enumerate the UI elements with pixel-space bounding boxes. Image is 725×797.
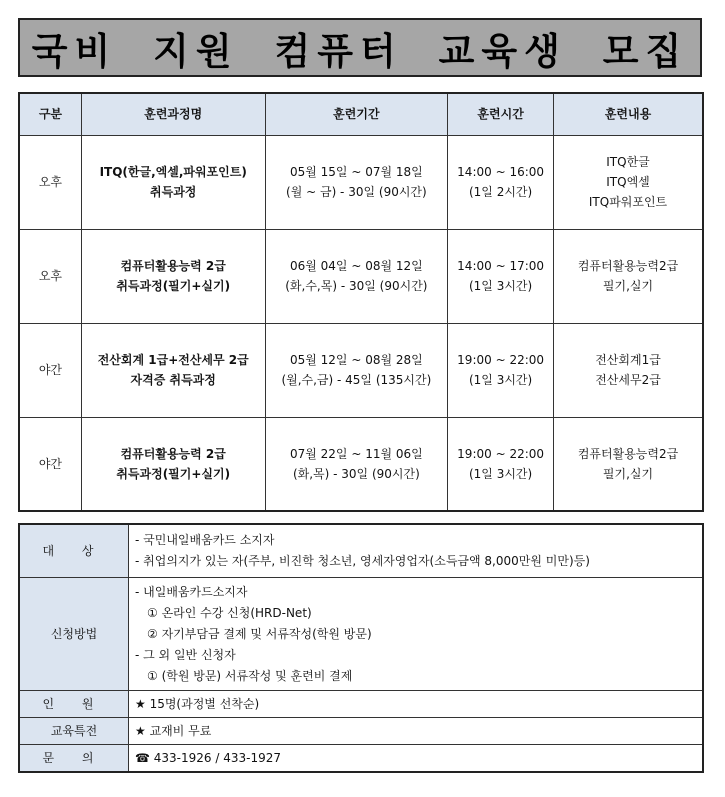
header-course: 훈련과정명 xyxy=(81,93,265,135)
info-row-capacity xyxy=(19,691,703,718)
cell-course: 컴퓨터활용능력 2급 취득과정(필기+실기) xyxy=(81,229,265,323)
cell-time: 19:00 ~ 22:00 (1일 3시간) xyxy=(448,323,554,417)
value-contact: ☎ 433-1926 / 433-1927 xyxy=(129,745,704,773)
cell-type: 야간 xyxy=(19,323,81,417)
header-time: 훈련시간 xyxy=(448,93,554,135)
page-title: 국비 지원 컴퓨터 교육생 모집 xyxy=(31,29,689,73)
info-row-apply xyxy=(19,578,703,691)
cell-time: 19:00 ~ 22:00 (1일 3시간) xyxy=(448,417,554,511)
value-apply: - 내일배움카드소지자 ① 온라인 수강 신청(HRD-Net) ② 자기부담금 결제 및 서류작성(학원 방문) - 그 외 일반 신청자 ① (학원 방문) 서류작성 및 훈련비 결제 xyxy=(129,578,704,691)
cell-content: 전산회계1급 전산세무2급 xyxy=(554,323,703,417)
cell-time: 14:00 ~ 16:00 (1일 2시간) xyxy=(448,135,554,229)
cell-period: 05월 12일 ~ 08월 28일 (월,수,금) - 45일 (135시간) xyxy=(265,323,448,417)
value-benefit: ★ 교재비 무료 xyxy=(129,718,704,745)
table-header-row xyxy=(19,93,703,135)
info-table xyxy=(18,523,704,773)
table-row xyxy=(19,323,703,417)
course-table xyxy=(18,92,704,512)
cell-period: 06월 04일 ~ 08월 12일 (화,수,목) - 30일 (90시간) xyxy=(265,229,448,323)
table-row xyxy=(19,417,703,511)
info-row-contact xyxy=(19,745,703,773)
cell-course: 컴퓨터활용능력 2급 취득과정(필기+실기) xyxy=(81,417,265,511)
cell-time: 14:00 ~ 17:00 (1일 3시간) xyxy=(448,229,554,323)
cell-course: 전산회계 1급+전산세무 2급 자격증 취득과정 xyxy=(81,323,265,417)
header-period: 훈련기간 xyxy=(265,93,448,135)
label-benefit: 교육특전 xyxy=(19,718,129,745)
table-row xyxy=(19,135,703,229)
cell-content: ITQ한글 ITQ엑셀 ITQ파워포인트 xyxy=(554,135,703,229)
info-row-benefit xyxy=(19,718,703,745)
label-capacity: 인 원 xyxy=(19,691,129,718)
table-row xyxy=(19,229,703,323)
cell-type: 오후 xyxy=(19,229,81,323)
header-type: 구분 xyxy=(19,93,81,135)
cell-period: 05월 15일 ~ 07월 18일 (월 ~ 금) - 30일 (90시간) xyxy=(265,135,448,229)
cell-period: 07월 22일 ~ 11월 06일 (화,목) - 30일 (90시간) xyxy=(265,417,448,511)
title-banner xyxy=(18,18,702,77)
value-capacity: ★ 15명(과정별 선착순) xyxy=(129,691,704,718)
cell-course: ITQ(한글,엑셀,파워포인트) 취득과정 xyxy=(81,135,265,229)
header-content: 훈련내용 xyxy=(554,93,703,135)
label-contact: 문 의 xyxy=(19,745,129,773)
cell-content: 컴퓨터활용능력2급 필기,실기 xyxy=(554,229,703,323)
value-target: - 국민내일배움카드 소지자 - 취업의지가 있는 자(주부, 비진학 청소년, 영세자영업자(소득금액 8,000만원 미만)등) xyxy=(129,524,704,578)
cell-content: 컴퓨터활용능력2급 필기,실기 xyxy=(554,417,703,511)
label-apply: 신청방법 xyxy=(19,578,129,691)
cell-type: 오후 xyxy=(19,135,81,229)
label-target: 대 상 xyxy=(19,524,129,578)
cell-type: 야간 xyxy=(19,417,81,511)
info-row-target xyxy=(19,524,703,578)
